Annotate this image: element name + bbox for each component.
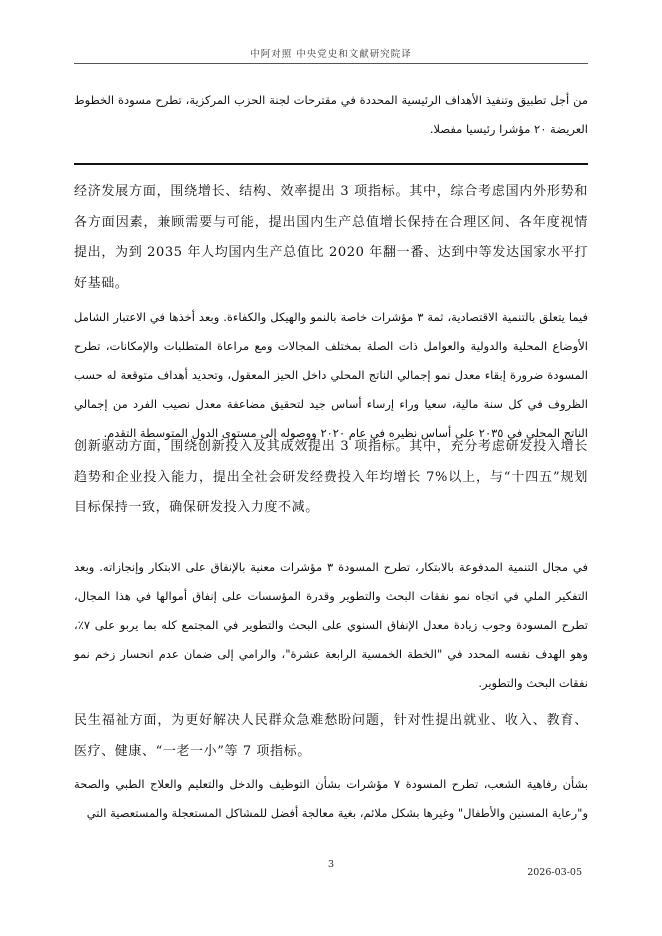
paragraph-zh-welfare: 民生福祉方面，为更好解决人民群众急难愁盼问题，针对性提出就业、收入、教育、医疗、健康、“一老一小”等 7 项指标。 xyxy=(74,713,588,759)
paragraph-ar-intro: من أجل تطبيق وتنفيذ الأهداف الرئيسية المحددة في مقترحات لجنة الحزب المركزية، تطرح مسودة الخطوط العريضة ٢٠ مؤشرا رئيسيا مفصلا. xyxy=(74,93,588,136)
footer-date: 2026-03-05 xyxy=(527,867,582,878)
page-number: 3 xyxy=(327,859,335,870)
paragraph-ar-welfare: بشأن رفاهية الشعب، تطرح المسودة ٧ مؤشرات بشأن التوظيف والدخل والتعليم والعلاج الطبي والصحة و"رعاية المسنين والأطفال" وغيرها بشكل ملائم، بغية معالجة أفضل للمشاكل المستعجلة والمستعصية التي xyxy=(74,777,588,820)
paragraph-zh-innovation: 创新驱动方面，围绕创新投入及其成效提出 3 项指标。其中，充分考虑研发投入增长趋势和企业投入能力，提出全社会研发经费投入年均增长 7%以上，与“十四五”规划目标保持一致，确保研发投入力度不减。 xyxy=(74,439,588,515)
paragraph-zh-economy: 经济发展方面，围绕增长、结构、效率提出 3 项指标。其中，综合考虑国内外形势和各方面因素，兼顾需要与可能，提出国内生产总值增长保持在合理区间、各年度视情提出，为到 2035 年人均国内生产总值比 2020 年翻一番、达到中等发达国家水平打好基础。 xyxy=(74,184,588,291)
paragraph-ar-innovation: في مجال التنمية المدفوعة بالابتكار، تطرح المسودة ٣ مؤشرات معنية بالإنفاق على الابتكار وإنجازاته. وبعد التفكير الملي في اتجاه نمو نفقات البحث والتطوير وقدرة المؤسسات على إنفاق أموالها في هذا المجال، تطرح المسودة وجوب زيادة معدل الإنفاق السنوي على البحث والتطوير في المجتمع كله بما يربو على ٧٪، وهو الهدف نفسه المحدد في "الخطة الخمسية الرابعة عشرة"، والرامي إلى ضمان عدم انحسار زخم نمو نفقات البحث والتطوير. xyxy=(74,560,588,690)
header-divider xyxy=(74,63,588,64)
page-header: 中阿对照 中央党史和文献研究院译 xyxy=(250,49,412,60)
section-divider xyxy=(74,163,588,165)
paragraph-ar-economy: فيما يتعلق بالتنمية الاقتصادية، ثمة ٣ مؤشرات خاصة بالنمو والهيكل والكفاءة. وبعد أخذها في الاعتبار الشامل الأوضاع المحلية والدولية والعوامل ذات الصلة بمختلف المجالات ومع مراعاة المتطلبات والإمكانات، تطرح المسودة ضرورة إبقاء معدل نمو إجمالي الناتج المحلي داخل الحيز المعقول، وتحديد أهداف متوقعة له حسب الظروف في كل سنة مالية، سعيا وراء إرساء أساس جيد لتحقيق مضاعفة معدل نصيب الفرد من إجمالي الناتج المحلي في ٢٠٣٥ على أساس نظيره في عام ٢٠٢٠ ووصوله إلى مستوى الدول المتوسطة التقدم. xyxy=(74,310,588,440)
